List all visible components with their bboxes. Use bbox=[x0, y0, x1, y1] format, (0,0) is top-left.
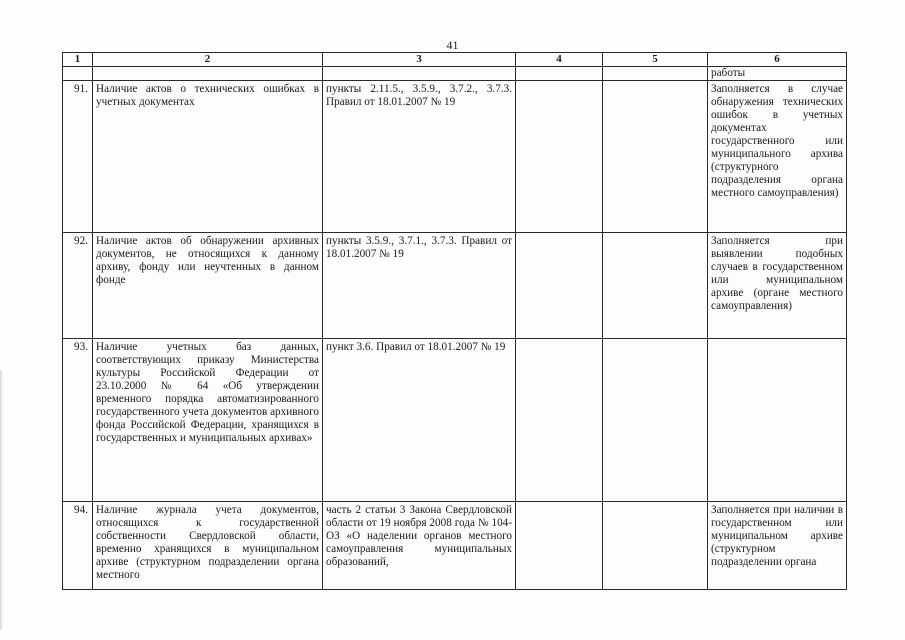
document-table-container bbox=[62, 52, 847, 590]
col5-cell bbox=[603, 233, 708, 339]
header-col-1: 1 bbox=[63, 53, 93, 67]
header-col-3: 3 bbox=[323, 53, 516, 67]
header-row bbox=[63, 53, 847, 67]
row-number-cell: 92. bbox=[63, 233, 93, 339]
basis-cell: пункты 3.5.9., 3.7.1., 3.7.3. Правил от 18.01.2007 № 19 bbox=[323, 233, 516, 339]
note-cell: Заполняется при наличии в государственном или муниципальном архиве (структурном подразделении органа bbox=[708, 502, 847, 590]
row-number-cell bbox=[63, 67, 93, 81]
row-number-cell: 93. bbox=[63, 339, 93, 502]
basis-cell: пункт 3.6. Правил от 18.01.2007 № 19 bbox=[323, 339, 516, 502]
col4-cell bbox=[516, 67, 603, 81]
row-number-cell: 94. bbox=[63, 502, 93, 590]
note-cell: Заполняется в случае обнаружения технических ошибок в учетных документах государственного или муниципального архива (структурного подразделения органа местного самоуправления) bbox=[708, 81, 847, 233]
document-table bbox=[62, 52, 847, 590]
basis-cell: пункты 2.11.5., 3.5.9., 3.7.2., 3.7.3. Правил от 18.01.2007 № 19 bbox=[323, 81, 516, 233]
header-col-4: 4 bbox=[516, 53, 603, 67]
col4-cell bbox=[516, 233, 603, 339]
note-cell: Заполняется при выявлении подобных случаев в государственном или муниципальном архиве (органе местного самоуправления) bbox=[708, 233, 847, 339]
header-col-5: 5 bbox=[603, 53, 708, 67]
requirement-cell: Наличие актов о технических ошибках в учетных документах bbox=[93, 81, 323, 233]
requirement-cell: Наличие учетных баз данных, соответствующих приказу Министерства культуры Российской Федерации от 23.10.2000 № 64 «Об утверждении временного порядка автоматизированного государственного учета документов архивного фонда Российской Федерации, хранящихся в государственных и муниципальных архивах» bbox=[93, 339, 323, 502]
note-cell bbox=[708, 339, 847, 502]
header-col-6: 6 bbox=[708, 53, 847, 67]
col5-cell bbox=[603, 81, 708, 233]
col4-cell bbox=[516, 502, 603, 590]
requirement-cell: Наличие журнала учета документов, относящихся к государственной собственности Свердловской области, временно хранящихся в муниципальном архиве (структурном подразделении органа местного bbox=[93, 502, 323, 590]
table-row bbox=[63, 339, 847, 502]
table-row bbox=[63, 67, 847, 81]
requirement-cell: Наличие актов об обнаружении архивных документов, не относящихся к данному архиву, фонду или неучтенных в данном фонде bbox=[93, 233, 323, 339]
col5-cell bbox=[603, 67, 708, 81]
table-row bbox=[63, 81, 847, 233]
scan-edge-shadow bbox=[0, 370, 3, 630]
basis-cell bbox=[323, 67, 516, 81]
page-number: 41 bbox=[446, 38, 459, 52]
header-col-2: 2 bbox=[93, 53, 323, 67]
note-cell: работы bbox=[708, 67, 847, 81]
col4-cell bbox=[516, 339, 603, 502]
table-row bbox=[63, 502, 847, 590]
requirement-cell bbox=[93, 67, 323, 81]
basis-cell: часть 2 статьи 3 Закона Свердловской области от 19 ноября 2008 года № 104-ОЗ «О наделении органов местного самоуправления муниципальных образований, bbox=[323, 502, 516, 590]
table-row bbox=[63, 233, 847, 339]
col4-cell bbox=[516, 81, 603, 233]
col5-cell bbox=[603, 339, 708, 502]
col5-cell bbox=[603, 502, 708, 590]
row-number-cell: 91. bbox=[63, 81, 93, 233]
